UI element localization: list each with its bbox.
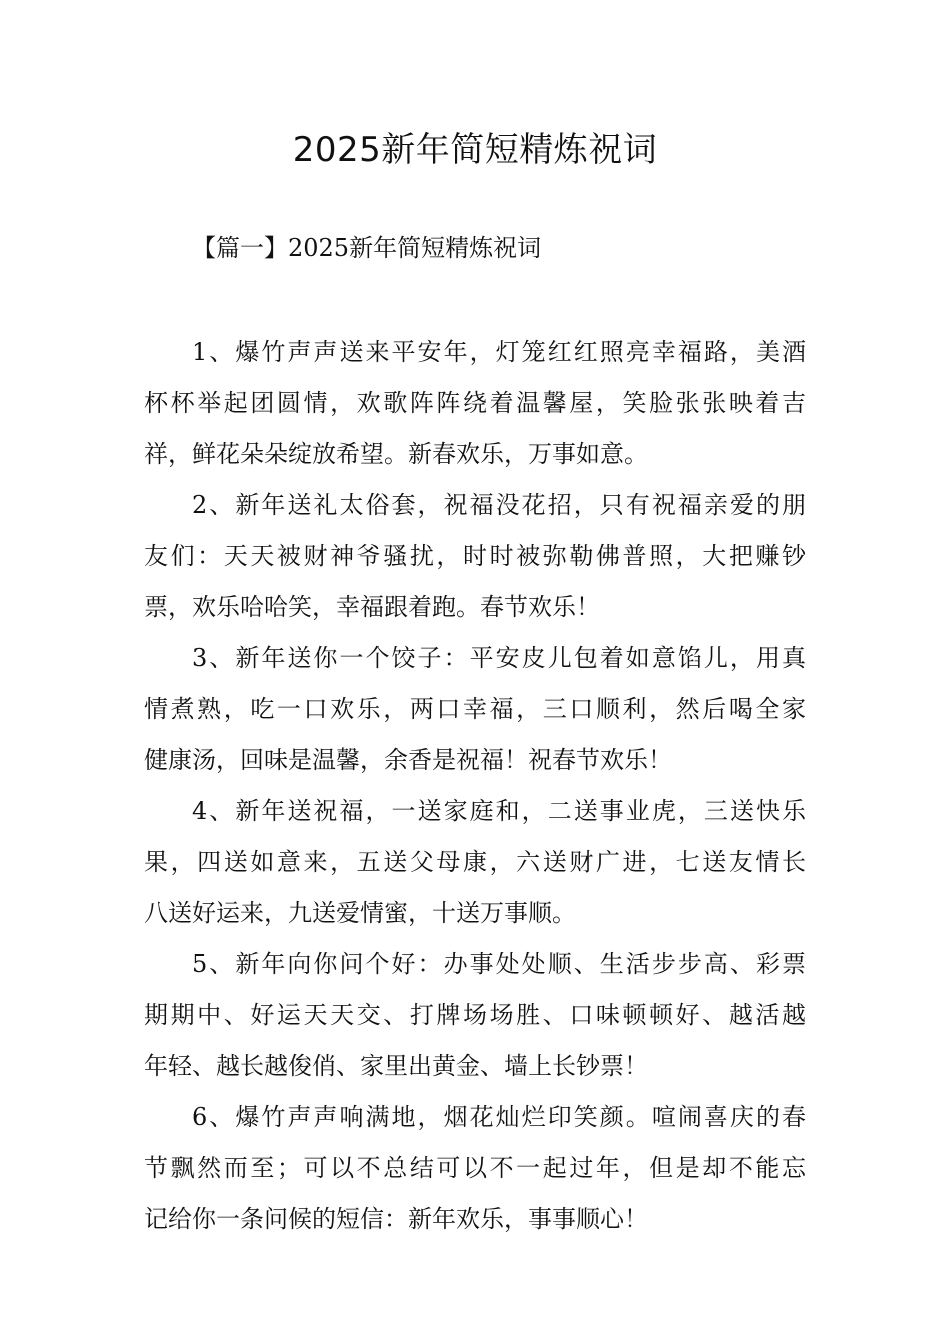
paragraph-line: 1、爆竹声声送来平安年，灯笼红红照亮幸福路，美酒 <box>192 338 806 366</box>
paragraph-line: 6、爆竹声声响满地，烟花灿烂印笑颜。喧闹喜庆的春 <box>192 1103 806 1131</box>
document-title: 2025新年简短精炼祝词 <box>292 130 658 170</box>
paragraph-3 <box>144 633 806 786</box>
paragraph-line: 年轻、越长越俊俏、家里出黄金、墙上长钞票！ <box>144 1052 648 1080</box>
paragraph-5 <box>144 939 806 1092</box>
document-body <box>144 327 806 1245</box>
paragraph-4 <box>144 786 806 939</box>
section-heading: 【篇一】2025新年简短精炼祝词 <box>192 234 542 262</box>
paragraph-line: 4、新年送祝福，一送家庭和，二送事业虎，三送快乐 <box>192 797 806 825</box>
paragraph-line: 杯杯举起团圆情，欢歌阵阵绕着温馨屋，笑脸张张映着吉 <box>144 389 806 417</box>
paragraph-line: 5、新年向你问个好：办事处处顺、生活步步高、彩票 <box>192 950 806 978</box>
paragraph-line: 情煮熟，吃一口欢乐，两口幸福，三口顺利，然后喝全家 <box>144 695 806 723</box>
paragraph-line: 果，四送如意来，五送父母康，六送财广进，七送友情长 <box>144 848 806 876</box>
paragraph-1 <box>144 327 806 480</box>
paragraph-6 <box>144 1092 806 1245</box>
paragraph-line: 3、新年送你一个饺子：平安皮儿包着如意馅儿，用真 <box>192 644 806 672</box>
paragraph-line: 祥，鲜花朵朵绽放希望。新春欢乐，万事如意。 <box>144 440 648 468</box>
paragraph-line: 友们：天天被财神爷骚扰，时时被弥勒佛普照，大把赚钞 <box>144 542 806 570</box>
paragraph-line: 健康汤，回味是温馨，余香是祝福！祝春节欢乐！ <box>144 746 672 774</box>
paragraph-line: 票，欢乐哈哈笑，幸福跟着跑。春节欢乐！ <box>144 593 600 621</box>
paragraph-line: 八送好运来，九送爱情蜜，十送万事顺。 <box>144 899 576 927</box>
paragraph-line: 期期中、好运天天交、打牌场场胜、口味顿顿好、越活越 <box>144 1001 806 1029</box>
paragraph-line: 记给你一条问候的短信：新年欢乐，事事顺心！ <box>144 1205 648 1233</box>
paragraph-line: 节飘然而至；可以不总结可以不一起过年，但是却不能忘 <box>144 1154 806 1182</box>
paragraph-line: 2、新年送礼太俗套，祝福没花招，只有祝福亲爱的朋 <box>192 491 806 519</box>
paragraph-2 <box>144 480 806 633</box>
